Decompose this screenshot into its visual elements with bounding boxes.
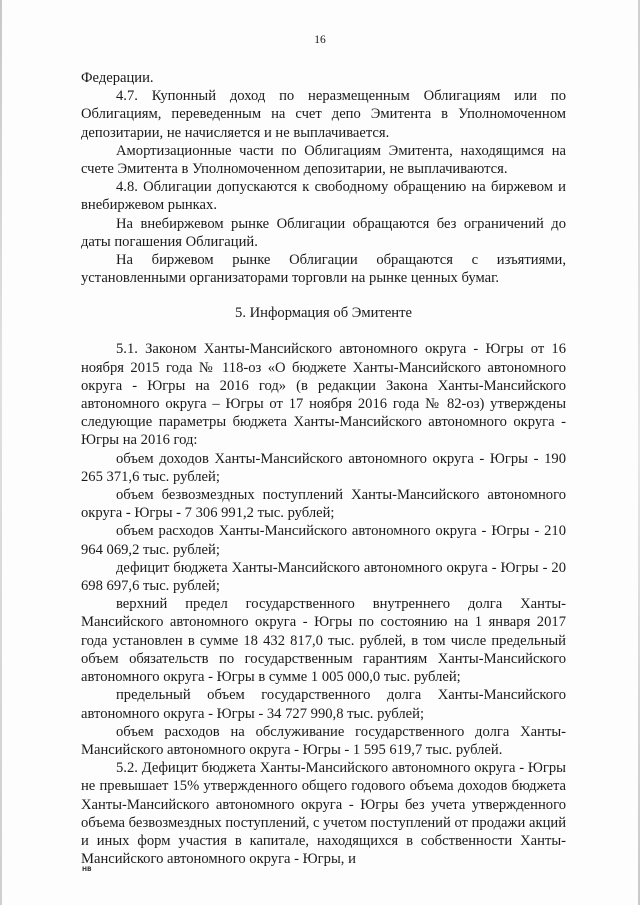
section-title: 5. Информация об Эмитенте (235, 305, 412, 322)
paragraph-revenue: объем доходов Ханты-Мансийского автономного округа - Югры - 190 265 371,6 тыс. рублей; (81, 450, 566, 485)
footer-initials: НВ (82, 866, 92, 873)
paragraph-otc-market: На внебиржевом рынке Облигации обращаются без ограничений до даты погашения Облигаций. (81, 215, 566, 250)
paragraph-deficit: дефицит бюджета Ханты-Мансийского автономного округа - Югры - 20 698 697,6 тыс. рублей; (81, 559, 566, 595)
paragraph-debt-service: объем расходов на обслуживание государственного долга Ханты-Мансийского автономного округа - Югры - 1 595 619,7 тыс. рублей. (81, 723, 566, 758)
paragraph-debt-ceiling: верхний предел государственного внутреннего долга Ханты-Мансийского автономного округа - Югры по состоянию на 1 января 2017 года установлен в сумме 18 432 817,0 тыс. рублей, в том числе предельный объем обязательств по государственным гарантиям Ханты-Мансийского автономного округа - Югры в сумме 1 005 000,0 тыс. рублей; (81, 596, 566, 686)
document-body (81, 69, 566, 868)
paragraph-5-2: 5.2. Дефицит бюджета Ханты-Мансийского автономного округа - Югры не превышает 15% утвержденного общего годового объема доходов бюджета Ханты-Мансийского автономного округа - Югры без учета утвержденного объема безвозмездных поступлений, с учетом поступлений от продажи акций и иных форм участия в капитале, находящихся в собственности Ханты-Мансийского автономного округа - Югры, и (81, 760, 567, 868)
paragraph-grants: объем безвозмездных поступлений Ханты-Мансийского автономного округа - Югры - 7 306 991,2 тыс. рублей; (81, 487, 566, 522)
paragraph-amortization: Амортизационные части по Облигациям Эмитента, находящимся на счете Эмитента в Уполномоченном депозитарии, не выплачиваются. (81, 142, 566, 178)
paragraph-4-7: 4.7. Купонный доход по неразмещенным Облигациям или по Облигациям, переведенным на счет депо Эмитента в Уполномоченном депозитарии, не начисляется и не выплачивается. (81, 88, 566, 141)
scan-edge-left (0, 0, 2, 905)
page-number: 16 (314, 34, 326, 46)
paragraph-expenses: объем расходов Ханты-Мансийского автономного округа - Югры - 210 964 069,2 тыс. рублей; (81, 523, 566, 558)
paragraph-4-8: 4.8. Облигации допускаются к свободному обращению на биржевом и внебиржевом рынках. (81, 179, 566, 214)
paragraph-debt-limit: предельный объем государственного долга Ханты-Мансийского автономного округа - Югры - 34 727 990,8 тыс. рублей; (81, 687, 566, 722)
paragraph-5-1: 5.1. Законом Ханты-Мансийского автономного округа - Югры от 16 ноября 2015 года № 118-оз «О бюджете Ханты-Мансийского автономного округа - Югры на 2016 год» (в редакции Закона Ханты-Мансийского автономного округа – Югры от 17 ноября 2016 года № 82-оз) утверждены следующие параметры бюджета Ханты-Мансийского автономного округа - Югры на 2016 год: (81, 341, 566, 449)
paragraph-exchange-market: На биржевом рынке Облигации обращаются с изъятиями, установленными организаторами торговли на рынке ценных бумаг. (81, 252, 566, 287)
paragraph-continuation: Федерации. (81, 70, 154, 86)
